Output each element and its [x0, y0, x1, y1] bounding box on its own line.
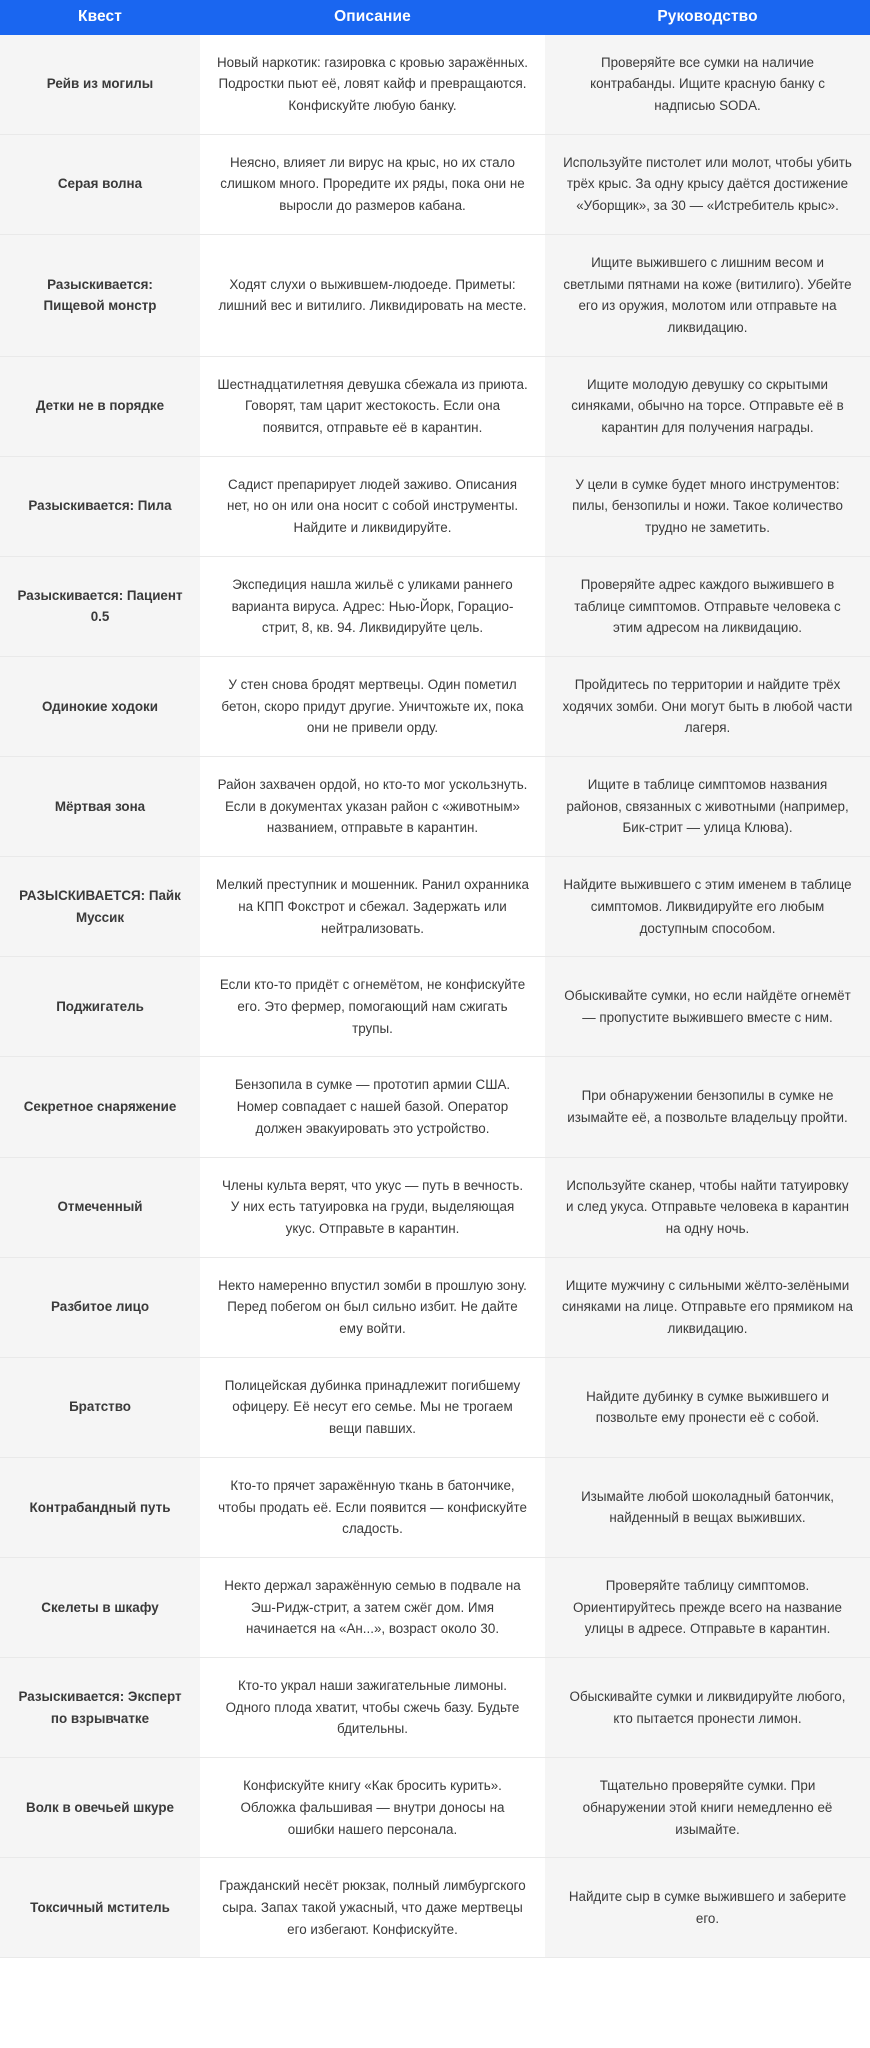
quest-guide-cell: Тщательно проверяйте сумки. При обнаружении этой книги немедленно её изымайте.: [545, 1758, 870, 1858]
quest-guide-cell: При обнаружении бензопилы в сумке не изымайте её, а позвольте владельцу пройти.: [545, 1057, 870, 1157]
table-row: [0, 857, 870, 957]
quest-description-cell: У стен снова бродят мертвецы. Один пометил бетон, скоро придут другие. Уничтожьте их, пока они не привели орду.: [200, 656, 545, 756]
quest-name-cell: Отмеченный: [0, 1157, 200, 1257]
quest-name-cell: Разбитое лицо: [0, 1257, 200, 1357]
quest-name-cell: Контрабандный путь: [0, 1457, 200, 1557]
quest-name-cell: РАЗЫСКИВАЕТСЯ: Пайк Муссик: [0, 857, 200, 957]
column-header-description: Описание: [200, 0, 545, 35]
quest-guide-cell: Ищите в таблице симптомов названия районов, связанных с животными (например, Бик-стрит — улица Клюва).: [545, 757, 870, 857]
quest-description-cell: Некто намеренно впустил зомби в прошлую зону. Перед побегом он был сильно избит. Не дайте ему войти.: [200, 1257, 545, 1357]
quest-name-cell: Мёртвая зона: [0, 757, 200, 857]
quest-name-cell: Разыскивается: Пила: [0, 456, 200, 556]
quest-description-cell: Садист препарирует людей заживо. Описания нет, но он или она носит с собой инструменты. Найдите и ликвидируйте.: [200, 456, 545, 556]
quest-name-cell: Поджигатель: [0, 957, 200, 1057]
quest-guide-cell: Ищите мужчину с сильными жёлто-зелёными синяками на лице. Отправьте его прямиком на ликвидацию.: [545, 1257, 870, 1357]
quest-guide-cell: У цели в сумке будет много инструментов: пилы, бензопилы и ножи. Такое количество трудно не заметить.: [545, 456, 870, 556]
table-row: [0, 957, 870, 1057]
table-row: [0, 234, 870, 356]
quest-name-cell: Серая волна: [0, 134, 200, 234]
quest-guide-cell: Изымайте любой шоколадный батончик, найденный в вещах выживших.: [545, 1457, 870, 1557]
table-row: [0, 556, 870, 656]
quest-name-cell: Детки не в порядке: [0, 356, 200, 456]
quest-name-cell: Секретное снаряжение: [0, 1057, 200, 1157]
column-header-guide: Руководство: [545, 0, 870, 35]
quest-description-cell: Некто держал заражённую семью в подвале на Эш-Ридж-стрит, а затем сжёг дом. Имя начинается на «Ан...», возраст около 30.: [200, 1557, 545, 1657]
quest-description-cell: Полицейская дубинка принадлежит погибшему офицеру. Её несут его семье. Мы не трогаем вещи павших.: [200, 1357, 545, 1457]
quest-description-cell: Мелкий преступник и мошенник. Ранил охранника на КПП Фокстрот и сбежал. Задержать или нейтрализовать.: [200, 857, 545, 957]
quest-description-cell: Неясно, влияет ли вирус на крыс, но их стало слишком много. Проредите их ряды, пока они не выросли до размеров кабана.: [200, 134, 545, 234]
table-row: [0, 134, 870, 234]
quest-description-cell: Кто-то украл наши зажигательные лимоны. Одного плода хватит, чтобы сжечь базу. Будьте бдительны.: [200, 1658, 545, 1758]
table-row: [0, 1257, 870, 1357]
quest-guide-cell: Пройдитесь по территории и найдите трёх ходячих зомби. Они могут быть в любой части лагеря.: [545, 656, 870, 756]
table-row: [0, 1658, 870, 1758]
table-row: [0, 757, 870, 857]
quest-guide-cell: Проверяйте адрес каждого выжившего в таблице симптомов. Отправьте человека с этим адресом на ликвидацию.: [545, 556, 870, 656]
quest-name-cell: Волк в овечьей шкуре: [0, 1758, 200, 1858]
quest-name-cell: Одинокие ходоки: [0, 656, 200, 756]
quest-description-cell: Ходят слухи о выжившем-людоеде. Приметы: лишний вес и витилиго. Ликвидировать на месте.: [200, 234, 545, 356]
quest-description-cell: Новый наркотик: газировка с кровью заражённых. Подростки пьют её, ловят кайф и превращаются. Конфискуйте любую банку.: [200, 35, 545, 135]
quest-guide-cell: Найдите выжившего с этим именем в таблице симптомов. Ликвидируйте его любым доступным способом.: [545, 857, 870, 957]
table-row: [0, 1057, 870, 1157]
quest-guide-cell: Найдите дубинку в сумке выжившего и позвольте ему пронести её с собой.: [545, 1357, 870, 1457]
quest-guide-cell: Найдите сыр в сумке выжившего и заберите его.: [545, 1858, 870, 1958]
table-row: [0, 1357, 870, 1457]
table-row: [0, 35, 870, 135]
table-row: [0, 656, 870, 756]
quest-name-cell: Братство: [0, 1357, 200, 1457]
table-row: [0, 1157, 870, 1257]
quest-name-cell: Скелеты в шкафу: [0, 1557, 200, 1657]
quest-description-cell: Гражданский несёт рюкзак, полный лимбургского сыра. Запах такой ужасный, что даже мертвецы его избегают. Конфискуйте.: [200, 1858, 545, 1958]
quest-description-cell: Члены культа верят, что укус — путь в вечность. У них есть татуировка на груди, выделяющая укус. Отправьте в карантин.: [200, 1157, 545, 1257]
quest-description-cell: Район захвачен ордой, но кто-то мог ускользнуть. Если в документах указан район с «животным» названием, отправьте в карантин.: [200, 757, 545, 857]
quest-description-cell: Бензопила в сумке — прототип армии США. Номер совпадает с нашей базой. Оператор должен эвакуировать это устройство.: [200, 1057, 545, 1157]
quest-description-cell: Если кто-то придёт с огнемётом, не конфискуйте его. Это фермер, помогающий нам сжигать трупы.: [200, 957, 545, 1057]
quest-guide-cell: Ищите молодую девушку со скрытыми синяками, обычно на торсе. Отправьте её в карантин для получения награды.: [545, 356, 870, 456]
quest-guide-cell: Проверяйте таблицу симптомов. Ориентируйтесь прежде всего на название улицы в адресе. Отправьте в карантин.: [545, 1557, 870, 1657]
quest-description-cell: Кто-то прячет заражённую ткань в батончике, чтобы продать её. Если появится — конфискуйте сладость.: [200, 1457, 545, 1557]
table-body: [0, 35, 870, 1958]
quest-guide-cell: Используйте сканер, чтобы найти татуировку и след укуса. Отправьте человека в карантин на одну ночь.: [545, 1157, 870, 1257]
table-row: [0, 1457, 870, 1557]
header-row: [0, 0, 870, 35]
quest-name-cell: Токсичный мститель: [0, 1858, 200, 1958]
quest-guide-cell: Обыскивайте сумки и ликвидируйте любого, кто пытается пронести лимон.: [545, 1658, 870, 1758]
quest-description-cell: Конфискуйте книгу «Как бросить курить». Обложка фальшивая — внутри доносы на ошибки нашего персонала.: [200, 1758, 545, 1858]
quest-description-cell: Шестнадцатилетняя девушка сбежала из приюта. Говорят, там царит жестокость. Если она появится, отправьте её в карантин.: [200, 356, 545, 456]
quest-guide-cell: Ищите выжившего с лишним весом и светлыми пятнами на коже (витилиго). Убейте его из оружия, молотом или отправьте на ликвидацию.: [545, 234, 870, 356]
quest-guide-cell: Обыскивайте сумки, но если найдёте огнемёт — пропустите выжившего вместе с ним.: [545, 957, 870, 1057]
quest-name-cell: Разыскивается: Пищевой монстр: [0, 234, 200, 356]
table-row: [0, 1557, 870, 1657]
table-header: [0, 0, 870, 35]
quest-guide-cell: Проверяйте все сумки на наличие контрабанды. Ищите красную банку с надписью SODA.: [545, 35, 870, 135]
table-row: [0, 456, 870, 556]
quest-description-cell: Экспедиция нашла жильё с уликами раннего варианта вируса. Адрес: Нью-Йорк, Горацио-стрит, 8, кв. 94. Ликвидируйте цель.: [200, 556, 545, 656]
table-row: [0, 1758, 870, 1858]
quest-name-cell: Разыскивается: Пациент 0.5: [0, 556, 200, 656]
table-row: [0, 1858, 870, 1958]
column-header-quest: Квест: [0, 0, 200, 35]
table-row: [0, 356, 870, 456]
quest-name-cell: Разыскивается: Эксперт по взрывчатке: [0, 1658, 200, 1758]
quest-name-cell: Рейв из могилы: [0, 35, 200, 135]
quest-guide-cell: Используйте пистолет или молот, чтобы убить трёх крыс. За одну крысу даётся достижение «Уборщик», за 30 — «Истребитель крыс».: [545, 134, 870, 234]
